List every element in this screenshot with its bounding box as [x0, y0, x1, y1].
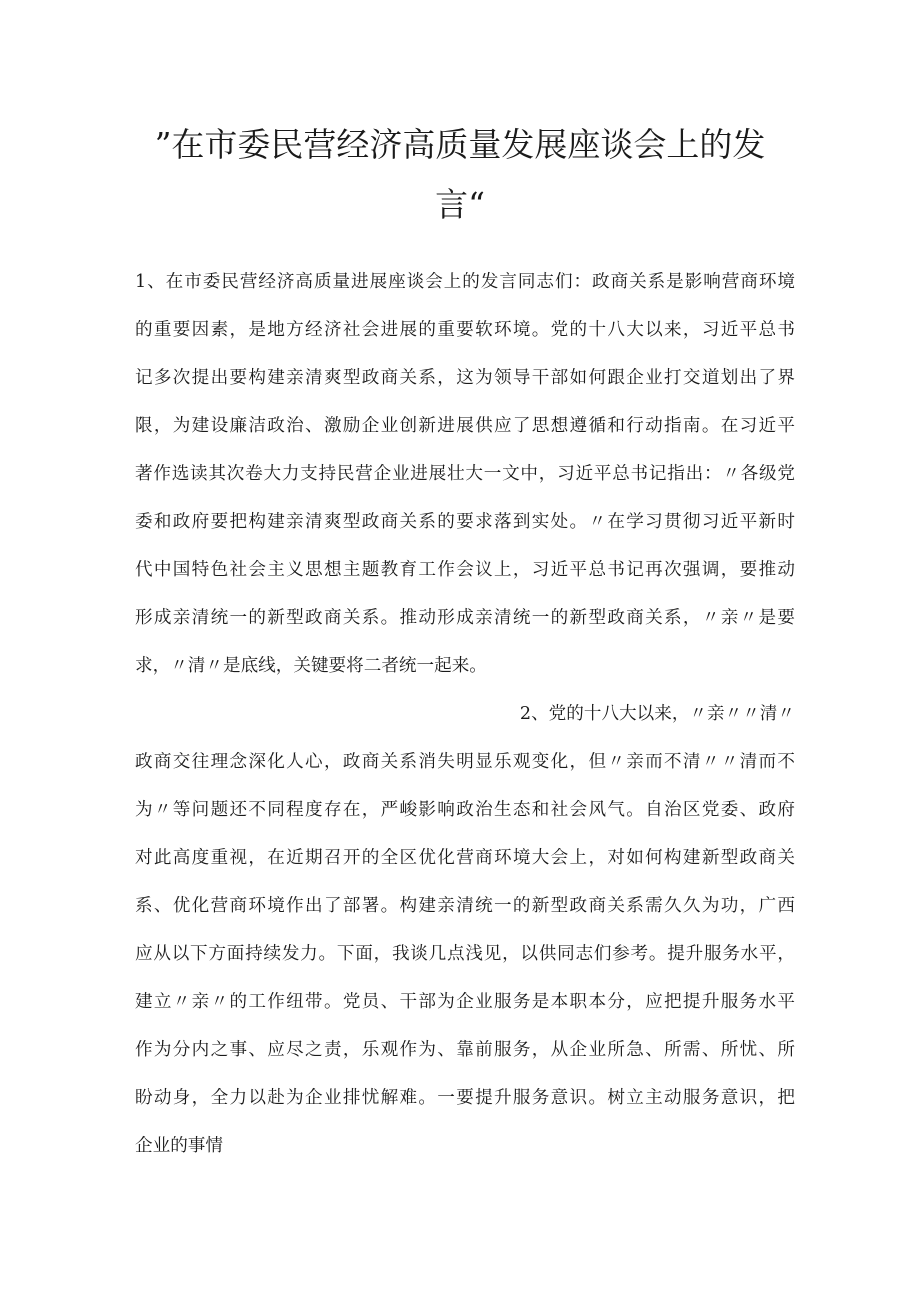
- paragraph-1-line: 记多次提出要构建亲清爽型政商关系，这为领导干部如何跟企业打交道划出了界: [135, 368, 795, 388]
- document-title: [130, 115, 790, 235]
- paragraph-1-line: 的重要因素，是地方经济社会进展的重要软环境。党的十八大以来，习近平总书: [135, 320, 795, 340]
- paragraph-2-line: 作为分内之事、应尽之责，乐观作为、靠前服务，从企业所急、所需、所忧、所: [135, 1040, 795, 1060]
- paragraph-1-line: 代中国特色社会主义思想主题教育工作会议上，习近平总书记再次强调，要推动: [135, 560, 795, 580]
- title-line-2: 言“: [435, 185, 485, 224]
- paragraph-2-line: 企业的事情: [135, 1136, 223, 1156]
- paragraph-2: [135, 690, 795, 1170]
- paragraph-1-line: 著作选读其次卷大力支持民营企业进展壮大一文中，习近平总书记指出：〃各级党: [135, 464, 795, 484]
- paragraph-1-line: 委和政府要把构建亲清爽型政商关系的要求落到实处。〃在学习贯彻习近平新时: [135, 512, 795, 532]
- paragraph-2-line: 建立〃亲〃的工作纽带。党员、干部为企业服务是本职本分，应把提升服务水平: [135, 992, 795, 1012]
- paragraph-2-line: 政商交往理念深化人心，政商关系消失明显乐观变化，但〃亲而不清〃〃清而不: [135, 752, 795, 772]
- paragraph-1-line: 形成亲清统一的新型政商关系。推动形成亲清统一的新型政商关系，〃亲〃是要: [135, 608, 795, 628]
- paragraph-2-line: 盼动身，全力以赴为企业排忧解难。一要提升服务意识。树立主动服务意识，把: [135, 1088, 795, 1108]
- title-line-1: ”在市委民营经济高质量发展座谈会上的发: [154, 125, 766, 164]
- paragraph-1-line: 求，〃清〃是底线，关键要将二者统一起来。: [135, 656, 487, 676]
- paragraph-2-line: 对此高度重视，在近期召开的全区优化营商环境大会上，对如何构建新型政商关: [135, 848, 795, 868]
- paragraph-1-line: 限，为建设廉洁政治、激励企业创新进展供应了思想遵循和行动指南。在习近平: [135, 416, 795, 436]
- paragraph-2-line: 应从以下方面持续发力。下面，我谈几点浅见，以供同志们参考。提升服务水平，: [135, 944, 795, 964]
- paragraph-2-heading-line: 2、党的十八大以来，〃亲〃〃清〃: [519, 704, 795, 724]
- paragraph-1-line: 1、在市委民营经济高质量进展座谈会上的发言同志们：政商关系是影响营商环境: [135, 272, 795, 292]
- paragraph-1: [135, 258, 795, 690]
- paragraph-2-line: 系、优化营商环境作出了部署。构建亲清统一的新型政商关系需久久为功，广西: [135, 896, 795, 916]
- paragraph-2-line: 为〃等问题还不同程度存在，严峻影响政治生态和社会风气。自治区党委、政府: [135, 800, 795, 820]
